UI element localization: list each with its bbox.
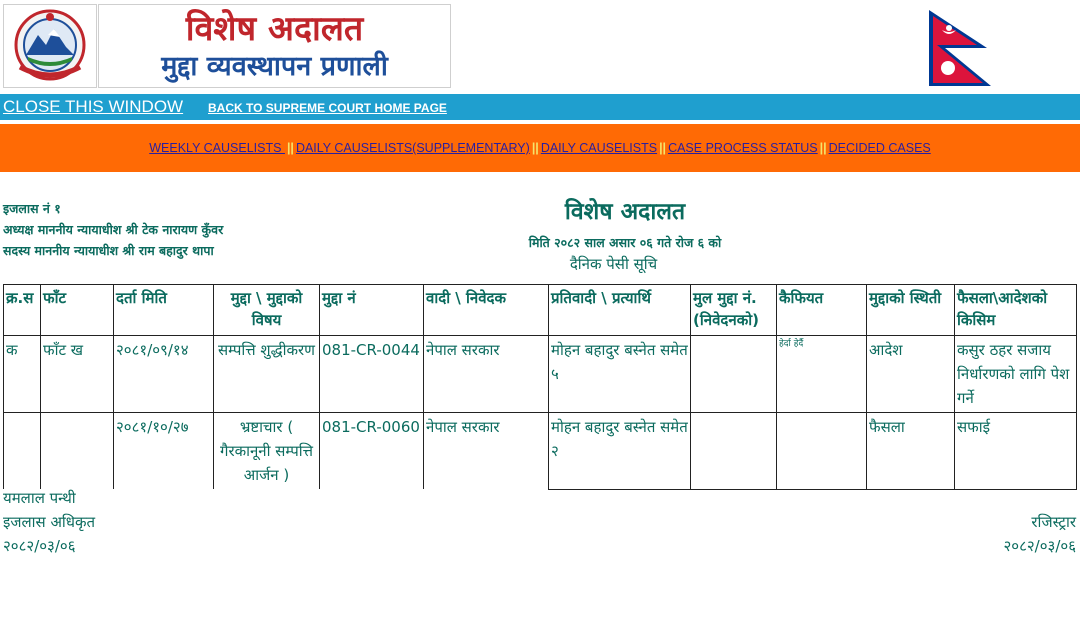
top-link-bar [0, 94, 1080, 120]
table-header-row [4, 285, 1077, 336]
cell-plaintiff: नेपाल सरकार [424, 413, 549, 490]
table-row [4, 336, 1077, 413]
cell-sn: क [4, 336, 41, 413]
registrar-signature [1003, 510, 1076, 558]
nav-weekly-causelists[interactable]: WEEKLY CAUSELISTS [149, 141, 285, 155]
cell-original-case [691, 413, 777, 490]
cell-subject: सम्पत्ति शुद्धीकरण [214, 336, 320, 413]
cell-decision-type: कसुर ठहर सजाय निर्धारणको लागि पेश गर्ने [955, 336, 1077, 413]
cell-faant: फाँट ख [41, 336, 114, 413]
col-header-faant: फाँट [41, 285, 114, 336]
nav-separator: || [531, 141, 539, 155]
col-header-case-no: मुद्दा नं [320, 285, 424, 336]
nav-separator: || [286, 141, 294, 155]
col-header-status: मुद्दाको स्थिती [867, 285, 955, 336]
cell-defendant: मोहन बहादुर बस्नेत समेत २ [549, 413, 691, 490]
nav-daily-causelists-supplementary[interactable]: DAILY CAUSELISTS(SUPPLEMENTARY) [295, 141, 530, 155]
causelist-nav-bar [0, 124, 1080, 172]
cell-status: आदेश [867, 336, 955, 413]
nav-daily-causelists[interactable]: DAILY CAUSELISTS [540, 141, 658, 155]
cell-sn [4, 413, 41, 490]
emblem-icon [4, 5, 96, 87]
cell-case-no: 081-CR-0060 [320, 413, 424, 490]
site-title-banner [98, 4, 451, 88]
cell-remarks [777, 413, 867, 490]
bench-member-judge: सदस्य माननीय न्यायाधीश श्री राम बहादुर थापा [3, 243, 214, 258]
cell-subject: भ्रष्टाचार ( गैरकानूनी सम्पत्ति आर्जन ) [214, 413, 320, 490]
cell-original-case [691, 336, 777, 413]
bench-officer-date: २०८२/०३/०६ [3, 537, 76, 555]
col-header-decision-type: फैसला\आदेशको किसिम [955, 285, 1077, 336]
cell-faant [41, 413, 114, 490]
col-header-original-case: मुल मुद्दा नं.(निवेदनको) [691, 285, 777, 336]
col-header-reg-date: दर्ता मिति [114, 285, 214, 336]
cell-remarks: हेर्दा हेर्दै [777, 336, 867, 413]
court-name-heading: विशेष अदालत [564, 199, 686, 225]
col-header-remarks: कैफियत [777, 285, 867, 336]
back-to-supreme-court-link[interactable]: BACK TO SUPREME COURT HOME PAGE [208, 101, 447, 115]
bench-chair-judge: अध्यक्ष माननीय न्यायाधीश श्री टेक नारायण कुँवर [3, 222, 224, 237]
nepal-flag-icon [925, 8, 995, 88]
nav-separator: || [819, 141, 827, 155]
page-header [0, 0, 1080, 92]
bench-number: इजलास नं १ [3, 201, 61, 216]
nav-decided-cases[interactable]: DECIDED CASES [828, 141, 931, 155]
table-row [4, 413, 1077, 490]
site-title-system: मुद्दा व्यवस्थापन प्रणाली [161, 51, 388, 82]
registrar-title: रजिस्ट्रार [1031, 513, 1076, 531]
causelist-nav-links [0, 140, 1080, 156]
causelist-date: मिति २०८२ साल असार ०६ गते रोज ६ को [528, 235, 722, 250]
cause-list-table [3, 284, 1077, 490]
registrar-date: २०८२/०३/०६ [1003, 537, 1076, 555]
close-window-link[interactable]: CLOSE THIS WINDOW [3, 97, 184, 116]
col-header-subject: मुद्दा \ मुद्दाको विषय [214, 285, 320, 336]
bench-officer-title: इजलास अधिकृत [3, 513, 96, 531]
court-emblem-logo [3, 4, 97, 88]
cell-case-no: 081-CR-0044 [320, 336, 424, 413]
nav-separator: || [659, 141, 667, 155]
col-header-sn: क्र.स [4, 285, 41, 336]
causelist-title: दैनिक पेसी सूचि [569, 255, 658, 273]
cell-reg-date: २०८१/१०/२७ [114, 413, 214, 490]
col-header-plaintiff: वादी \ निवेदक [424, 285, 549, 336]
cell-plaintiff: नेपाल सरकार [424, 336, 549, 413]
bench-officer-name: यमलाल पन्थी [3, 489, 76, 507]
bench-officer-signature [3, 486, 95, 558]
cell-defendant: मोहन बहादुर बस्नेत समेत ५ [549, 336, 691, 413]
col-header-defendant: प्रतिवादी \ प्रत्यार्थि [549, 285, 691, 336]
site-title-court: विशेष अदालत [185, 9, 364, 49]
cell-status: फैसला [867, 413, 955, 490]
cell-reg-date: २०८१/०९/१४ [114, 336, 214, 413]
nav-case-process-status[interactable]: CASE PROCESS STATUS [668, 141, 818, 155]
cell-decision-type: सफाई [955, 413, 1077, 490]
